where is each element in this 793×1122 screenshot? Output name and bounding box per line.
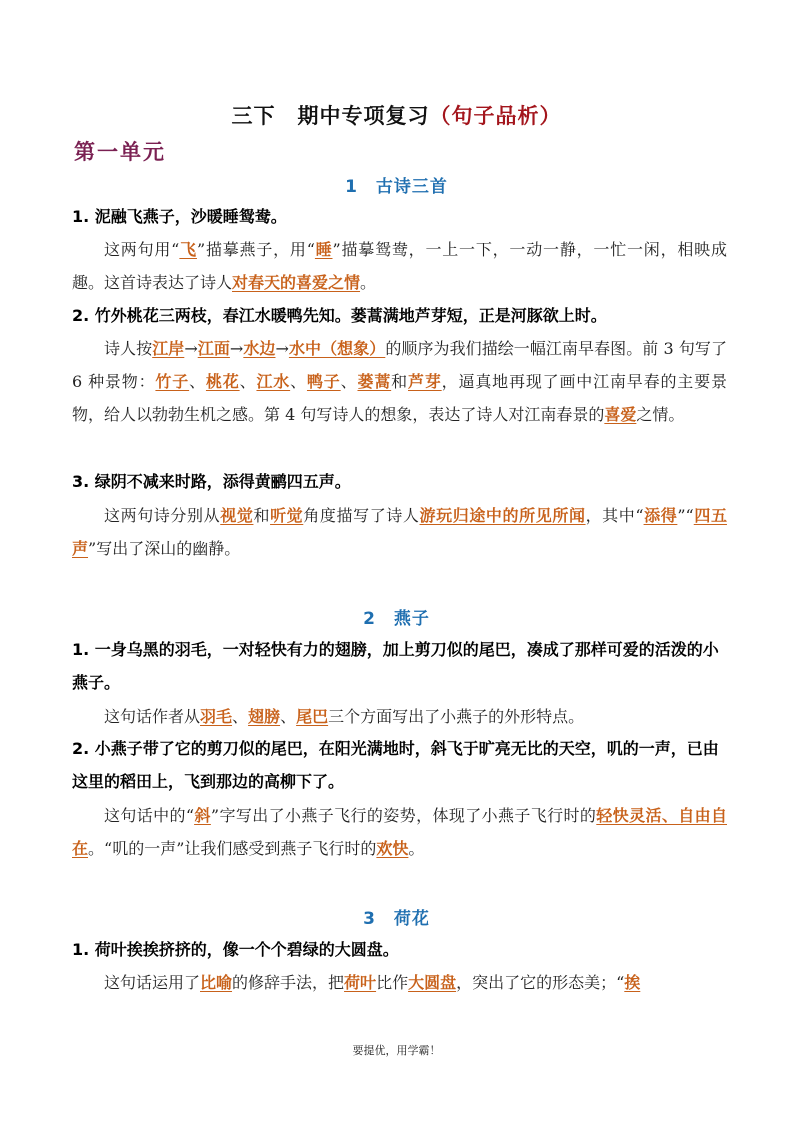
answer — [72, 966, 727, 999]
answer-text: ”字写出了小燕子飞行的姿势，体现了小燕子飞行时的 — [210, 806, 597, 825]
answer-text: 诗人按 — [104, 339, 153, 358]
question: 1. 荷叶挨挨挤挤的，像一个个碧绿的大圆盘。 — [72, 940, 399, 959]
answer-text: → — [184, 339, 198, 358]
key-phrase: 挨 — [624, 973, 641, 992]
answer-text: ”描摹鸳鸯，一上一下，一动一静，一忙一闲，相映成趣。这首诗表达了诗人 — [72, 240, 727, 292]
key-phrase: 江面 — [197, 339, 230, 358]
key-phrase: 大圆盘 — [408, 973, 457, 992]
key-phrase: 桃花 — [205, 372, 240, 391]
answer-text: 。“叽的一声”让我们感受到燕子飞行时的 — [88, 839, 377, 858]
answer-text: 、 — [232, 707, 249, 726]
answer-text: 这句话运用了 — [104, 973, 201, 992]
question: 2. 竹外桃花三两枝，春江水暖鸭先知。蒌蒿满地芦芽短，正是河豚欲上时。 — [72, 306, 607, 325]
answer-text: ”描摹燕子，用“ — [196, 240, 315, 259]
key-phrase: 竹子 — [155, 372, 190, 391]
key-phrase: 添得 — [643, 506, 678, 525]
unit-heading: 第一单元 — [74, 140, 166, 164]
answer-text: 。 — [408, 839, 425, 858]
answer-text: 和 — [391, 372, 408, 391]
key-phrase: 睡 — [314, 240, 333, 259]
answer — [72, 233, 727, 299]
page-footer: 要提优，用学霸！ — [352, 1044, 441, 1057]
key-phrase: 视觉 — [220, 506, 254, 525]
question: 1. 泥融飞燕子，沙暖睡鸳鸯。 — [72, 207, 287, 226]
key-phrase: 水中（想象） — [288, 339, 386, 358]
key-phrase: 飞 — [179, 240, 197, 259]
key-phrase: 欢快 — [376, 839, 409, 858]
question: 1. 一身乌黑的羽毛，一对轻快有力的翅膀，加上剪刀似的尾巴，凑成了那样可爱的活泼的小燕子。 — [72, 640, 719, 692]
answer-text: 、 — [340, 372, 358, 391]
answer — [72, 332, 727, 431]
answer-text: 这两句用“ — [104, 240, 180, 259]
title-main: 三下 期中专项复习 — [231, 104, 430, 128]
key-phrase: 对春天的喜爱之情 — [232, 273, 361, 292]
answer-text: 比作 — [376, 973, 409, 992]
key-phrase: 芦芽 — [408, 372, 442, 391]
key-phrase: 水边 — [243, 339, 276, 358]
answer-text: 、 — [280, 707, 297, 726]
answer-text: → — [229, 339, 244, 358]
key-phrase: 江水 — [256, 372, 291, 391]
key-phrase: 斜 — [194, 806, 211, 825]
lesson-title: 3 荷花 — [363, 909, 430, 929]
answer — [72, 700, 727, 733]
lesson-title: 1 古诗三首 — [345, 177, 448, 197]
key-phrase: 轻快灵活、自由自在 — [72, 806, 727, 858]
answer-text: 角度描写了诗人 — [303, 506, 420, 525]
answer-text: 、 — [189, 372, 206, 391]
key-phrase: 江岸 — [152, 339, 185, 358]
answer-text: 的修辞手法，把 — [232, 973, 345, 992]
key-phrase: 羽毛 — [200, 707, 233, 726]
lesson-title: 2 燕子 — [363, 609, 430, 629]
answer-text: 、 — [290, 372, 307, 391]
answer-text: → — [275, 339, 289, 358]
key-phrase: 蒌蒿 — [357, 372, 392, 391]
answer-text: 之情。 — [636, 405, 685, 424]
key-phrase: 游玩归途中的所见所闻 — [419, 506, 586, 525]
title-accent: （句子品析） — [429, 104, 562, 128]
answer-text: 三个方面写出了小燕子的外形特点。 — [328, 707, 585, 726]
key-phrase: 比喻 — [200, 973, 233, 992]
question: 2. 小燕子带了它的剪刀似的尾巴，在阳光满地时，斜飞于旷亮无比的天空，叽的一声，已由这里的稻田上，飞到那边的高柳下了。 — [72, 739, 719, 791]
answer-text: ，逼真地再现了画中江南早春的主要景物，给人以勃勃生机之感。第 4 句写诗人的想象，表达了诗人对江南春景的 — [72, 372, 727, 424]
answer-text: 和 — [253, 506, 271, 525]
key-phrase: 四五声 — [72, 506, 727, 558]
key-phrase: 荷叶 — [344, 973, 377, 992]
answer-text: ”写出了深山的幽静。 — [88, 539, 241, 558]
answer-text: 、 — [239, 372, 257, 391]
answer-text: ，突出了它的形态美；“ — [456, 973, 625, 992]
key-phrase: 喜爱 — [604, 405, 637, 424]
answer — [72, 799, 727, 865]
answer-text: ”“ — [677, 506, 694, 525]
answer-text: 的顺序为我们描绘一幅江南早春图。前 3 句写了 6 种景物： — [72, 339, 727, 391]
key-phrase: 鸭子 — [306, 372, 341, 391]
answer-text: 这句话作者从 — [104, 707, 201, 726]
answer-text: 这句话中的“ — [104, 806, 195, 825]
question: 3. 绿阴不减来时路，添得黄鹂四五声。 — [72, 472, 351, 491]
key-phrase: 尾巴 — [296, 707, 329, 726]
key-phrase: 听觉 — [270, 506, 304, 525]
key-phrase: 翅膀 — [248, 707, 281, 726]
answer-text: 这两句诗分别从 — [104, 506, 221, 525]
answer-text: ，其中“ — [585, 506, 644, 525]
page-title — [0, 100, 793, 130]
answer-text: 。 — [360, 273, 377, 292]
answer — [72, 499, 727, 565]
